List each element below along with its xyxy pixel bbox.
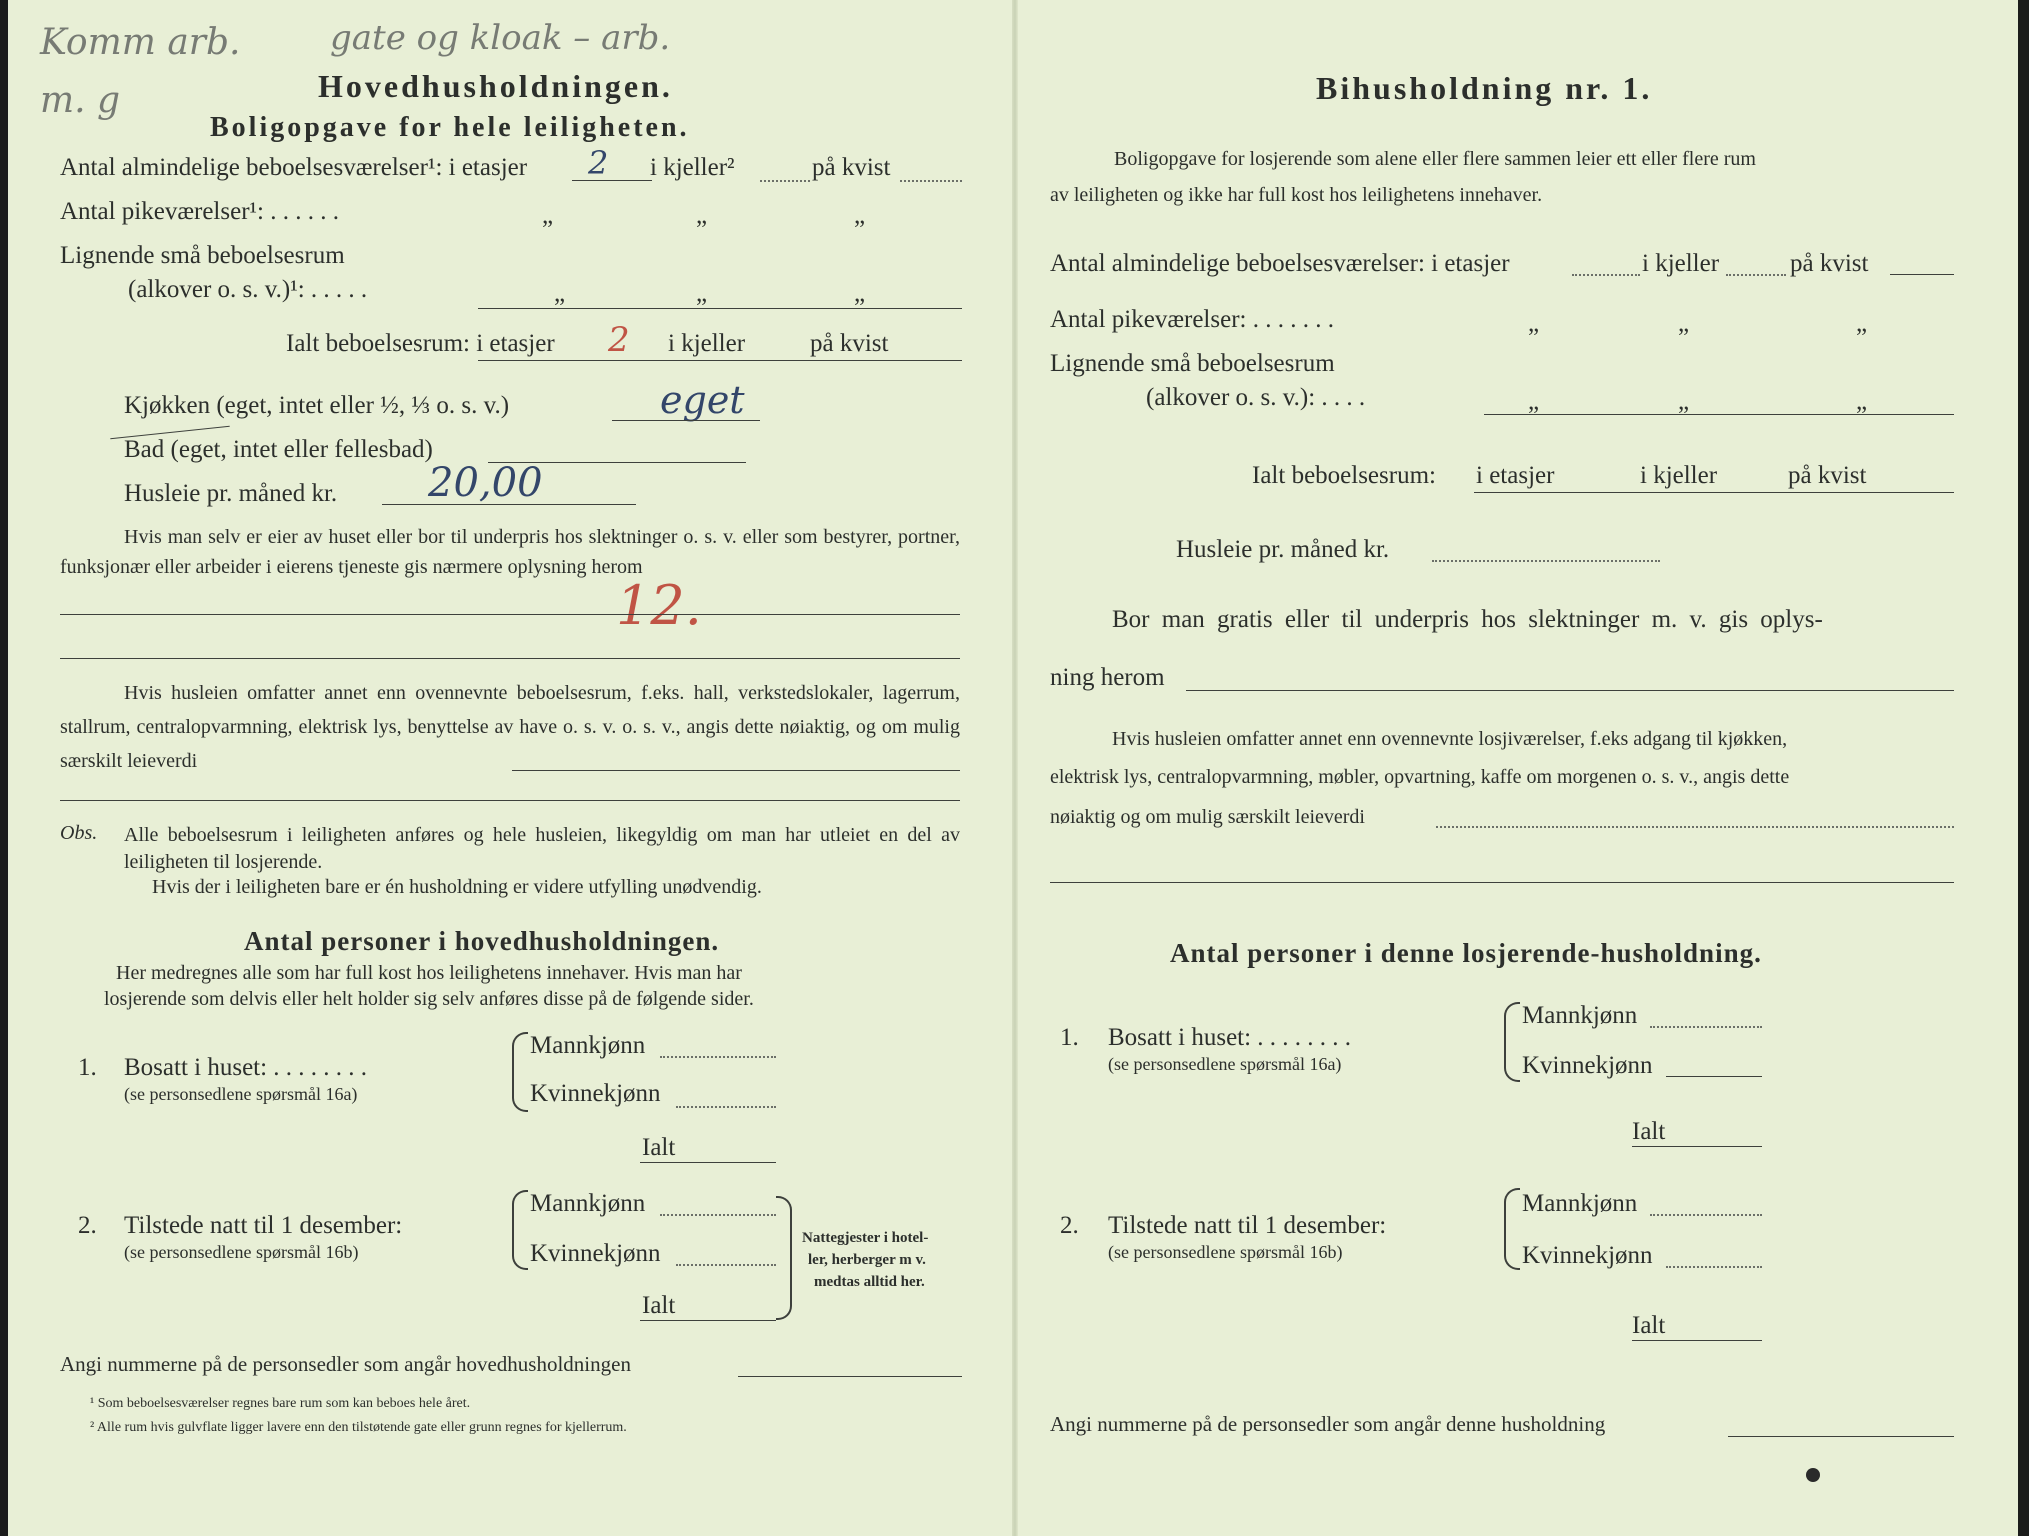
left-q1-kvinne: Kvinnekjønn <box>530 1080 661 1107</box>
left-subtitle: Boligopgave for hele leiligheten. <box>210 112 690 143</box>
ink-dot <box>1806 1468 1820 1482</box>
right-angi-label: Angi nummerne på de personsedler som angår denne husholdning <box>1050 1412 1606 1436</box>
left-ditto-5: „ <box>696 280 708 307</box>
right-row2-label: Antal pikeværelser: . . . . . . . <box>1050 306 1334 333</box>
left-ialt-kjeller: i kjeller <box>668 330 746 357</box>
right-ialt-kvist: på kvist <box>1788 462 1867 489</box>
right-ditto-5: „ <box>1678 388 1690 415</box>
left-q2-num: 2. <box>78 1212 97 1239</box>
right-ialt-kjeller: i kjeller <box>1640 462 1718 489</box>
left-persons-text1: Her medregnes alle som har full kost hos leilighetens innehaver. Hvis man har <box>116 962 742 984</box>
left-q1-label: Bosatt i huset: . . . . . . . . <box>124 1054 368 1081</box>
left-husleie-label: Husleie pr. måned kr. <box>124 480 338 507</box>
right-q2-mann: Mannkjønn <box>1522 1190 1638 1217</box>
right-kjeller-label: i kjeller <box>1642 250 1720 277</box>
right-q2-num: 2. <box>1060 1212 1079 1239</box>
left-q1-num: 1. <box>78 1054 97 1081</box>
right-ialt-label: Ialt beboelsesrum: <box>1252 462 1436 489</box>
right-edge <box>2018 0 2029 1536</box>
right-q2-brace <box>1504 1188 1520 1270</box>
left-edge <box>0 0 8 1536</box>
left-obs-text: Alle beboelsesrum i leiligheten anføres og hele husleien, likegyldig om man har utleiet en del av leiligheten til losjerende. <box>124 824 960 873</box>
left-row1-label: Antal almindelige beboelsesværelser¹: i etasjer <box>60 154 528 181</box>
right-q2-kvinne-line <box>1666 1266 1762 1268</box>
center-fold <box>1012 0 1018 1536</box>
red-mark: 12. <box>616 574 702 637</box>
right-etasjer-dots <box>1572 274 1640 276</box>
right-omfatter-dots <box>1436 826 1954 828</box>
left-ditto-6: „ <box>854 280 866 307</box>
left-ialt-line <box>478 360 962 361</box>
right-gratis-2: ning herom <box>1050 664 1165 691</box>
right-title: Bihusholdning nr. 1. <box>1316 70 1653 106</box>
right-gratis-1: Bor man gratis eller til underpris hos slektninger m. v. gis oplys- <box>1112 606 1823 633</box>
left-ditto-3: „ <box>854 202 866 229</box>
right-kjeller-dots <box>1726 274 1786 276</box>
left-q2-mann-line <box>660 1214 776 1216</box>
left-row3a-label: Lignende små beboelsesrum <box>60 242 345 269</box>
footnote-2: ² Alle rum hvis gulvflate ligger lavere enn den tilstøtende gate eller grunn regnes for kjellerrum. <box>90 1420 627 1435</box>
left-q1-ialt: Ialt <box>642 1134 676 1161</box>
left-bad-label: Bad (eget, intet eller fellesbad) <box>124 436 433 463</box>
left-q2-right-brace <box>776 1196 792 1320</box>
left-q2-brace <box>512 1190 528 1270</box>
right-q2-kvinne: Kvinnekjønn <box>1522 1242 1653 1269</box>
left-etasjer-value: 2 <box>588 144 609 182</box>
right-q1-ialt: Ialt <box>1632 1118 1666 1145</box>
right-q1-kvinne-line <box>1666 1076 1762 1077</box>
right-ditto-1: „ <box>1528 310 1540 337</box>
left-q1-brace <box>512 1032 528 1112</box>
right-q1-mann-line <box>1650 1026 1762 1028</box>
right-q1-ialt-line <box>1632 1146 1762 1147</box>
right-persons-title: Antal personer i denne losjerende-husholdning. <box>1170 938 1762 968</box>
left-omfatter-text: Hvis husleien omfatter annet enn ovennevnte beboelsesrum, f.eks. hall, verkstedslokaler, lagerrum, stallrum, centralopvarmning, elektrisk lys, benyttelse av have o. s. v. o. s. v., angis dette nøiaktig, og om mulig særskilt leieverdi <box>60 682 960 772</box>
left-kjokken-label: Kjøkken (eget, intet eller ½, ⅓ o. s. v.) <box>124 392 510 419</box>
right-omfatter-line <box>1050 882 1954 883</box>
left-eier-line-2 <box>60 658 960 659</box>
left-ditto-4: „ <box>554 280 566 307</box>
right-omfatter-1: Hvis husleien omfatter annet enn ovennevnte losjiværelser, f.eks adgang til kjøkken, <box>1112 728 1788 750</box>
natt-note-1: Nattegjester i hotel- <box>802 1230 929 1246</box>
left-ditto-1: „ <box>542 202 554 229</box>
right-intro-2: av leiligheten og ikke har full kost hos leilighetens innehaver. <box>1050 184 1543 206</box>
right-q1-mann: Mannkjønn <box>1522 1002 1638 1029</box>
left-q2-kvinne: Kvinnekjønn <box>530 1240 661 1267</box>
right-husleie-dots <box>1432 560 1660 562</box>
left-obs-label: Obs. <box>60 822 98 844</box>
right-q2-ialt-line <box>1632 1340 1762 1341</box>
pencil-note-3: gate og kloak – arb. <box>330 18 671 58</box>
left-row2-label: Antal pikeværelser¹: . . . . . . <box>60 198 339 225</box>
natt-note-3: medtas alltid her. <box>814 1274 925 1290</box>
left-husleie-line <box>382 504 636 505</box>
right-ialt-line <box>1474 492 1954 493</box>
pencil-note-1: Komm arb. <box>40 22 241 63</box>
right-gratis-line <box>1186 690 1954 691</box>
right-row3b-label: (alkover o. s. v.): . . . . <box>1146 384 1366 411</box>
left-q1-sub: (se personsedlene spørsmål 16a) <box>124 1084 358 1104</box>
right-omfatter-3: nøiaktig og om mulig særskilt leieverdi <box>1050 806 1365 828</box>
left-angi-line <box>738 1376 962 1377</box>
left-ialt-label: Ialt beboelsesrum: i etasjer <box>286 330 555 357</box>
right-ditto-3: „ <box>1856 310 1868 337</box>
left-omfatter-line-1 <box>512 770 960 771</box>
left-persons-text2: losjerende som delvis eller helt holder sig selv anføres disse på de følgende sider. <box>104 988 754 1010</box>
right-angi-line <box>1728 1436 1954 1437</box>
right-kvist-label: på kvist <box>1790 250 1869 277</box>
left-row3b-label: (alkover o. s. v.)¹: . . . . . <box>128 276 368 303</box>
left-eier-text: Hvis man selv er eier av huset eller bor til underpris hos slektninger o. s. v. eller som bestyrer, portner, funksjonær eller arbeider i eierens tjeneste gis nærmere oplysning herom <box>60 526 960 578</box>
left-obs-text2: Hvis der i leiligheten bare er én husholdning er videre utfylling unødvendig. <box>152 876 762 898</box>
right-q1-sub: (se personsedlene spørsmål 16a) <box>1108 1054 1342 1074</box>
left-q2-ialt-line <box>640 1320 776 1321</box>
right-q1-num: 1. <box>1060 1024 1079 1051</box>
right-q1-kvinne: Kvinnekjønn <box>1522 1052 1653 1079</box>
right-ialt-etasjer: i etasjer <box>1476 462 1555 489</box>
right-q1-label: Bosatt i huset: . . . . . . . . <box>1108 1024 1352 1051</box>
right-q1-brace <box>1504 1002 1520 1082</box>
right-ditto-2: „ <box>1678 310 1690 337</box>
left-etasjer-line <box>572 180 652 181</box>
right-ditto-6: „ <box>1856 388 1868 415</box>
left-ialt-etasjer-value: 2 <box>608 320 630 360</box>
natt-note-2: ler, herberger m v. <box>808 1252 926 1268</box>
left-omfatter-line-2 <box>60 800 960 801</box>
left-q1-ialt-line <box>640 1162 776 1163</box>
left-q2-label: Tilstede natt til 1 desember: <box>124 1212 403 1239</box>
left-q1-mann: Mannkjønn <box>530 1032 646 1059</box>
right-kvist-line <box>1890 274 1954 275</box>
right-row3a-label: Lignende små beboelsesrum <box>1050 350 1335 377</box>
left-kvist-label: på kvist <box>812 154 891 181</box>
right-q2-mann-line <box>1650 1214 1762 1216</box>
right-q2-ialt: Ialt <box>1632 1312 1666 1339</box>
left-row3-line <box>478 308 962 309</box>
left-ialt-kvist: på kvist <box>810 330 889 357</box>
left-q2-ialt: Ialt <box>642 1292 676 1319</box>
left-q2-kvinne-line <box>676 1264 776 1266</box>
pencil-note-2: m. g <box>40 80 121 121</box>
right-omfatter-2: elektrisk lys, centralopvarmning, møbler, opvartning, kaffe om morgenen o. s. v., angis dette <box>1050 766 1790 788</box>
left-kjokken-line <box>612 420 760 421</box>
right-q2-sub: (se personsedlene spørsmål 16b) <box>1108 1242 1343 1262</box>
left-husleie-value: 20,00 <box>428 460 543 506</box>
left-kjokken-value: eget <box>660 378 745 422</box>
left-kjeller-label: i kjeller² <box>650 154 735 181</box>
right-row3-line <box>1484 414 1954 415</box>
right-husleie-label: Husleie pr. måned kr. <box>1176 536 1390 563</box>
left-kvist-dots <box>900 180 962 182</box>
left-title: Hovedhusholdningen. <box>318 68 673 104</box>
right-ditto-4: „ <box>1528 388 1540 415</box>
right-row1-label: Antal almindelige beboelsesværelser: i etasjer <box>1050 250 1510 277</box>
right-q2-label: Tilstede natt til 1 desember: <box>1108 1212 1387 1239</box>
right-intro-1: Boligopgave for losjerende som alene eller flere sammen leier ett eller flere rum <box>1114 148 1756 170</box>
left-ditto-2: „ <box>696 202 708 229</box>
left-q1-kvinne-line <box>676 1106 776 1108</box>
left-kjeller-dots <box>760 180 810 182</box>
left-eier-line-1 <box>60 614 960 615</box>
footnote-1: ¹ Som beboelsesværelser regnes bare rum som kan beboes hele året. <box>90 1396 471 1411</box>
left-q2-mann: Mannkjønn <box>530 1190 646 1217</box>
left-q1-mann-line <box>660 1056 776 1058</box>
left-angi-label: Angi nummerne på de personsedler som angår hovedhusholdningen <box>60 1352 631 1376</box>
left-q2-sub: (se personsedlene spørsmål 16b) <box>124 1242 359 1262</box>
left-persons-title: Antal personer i hovedhusholdningen. <box>244 926 720 956</box>
